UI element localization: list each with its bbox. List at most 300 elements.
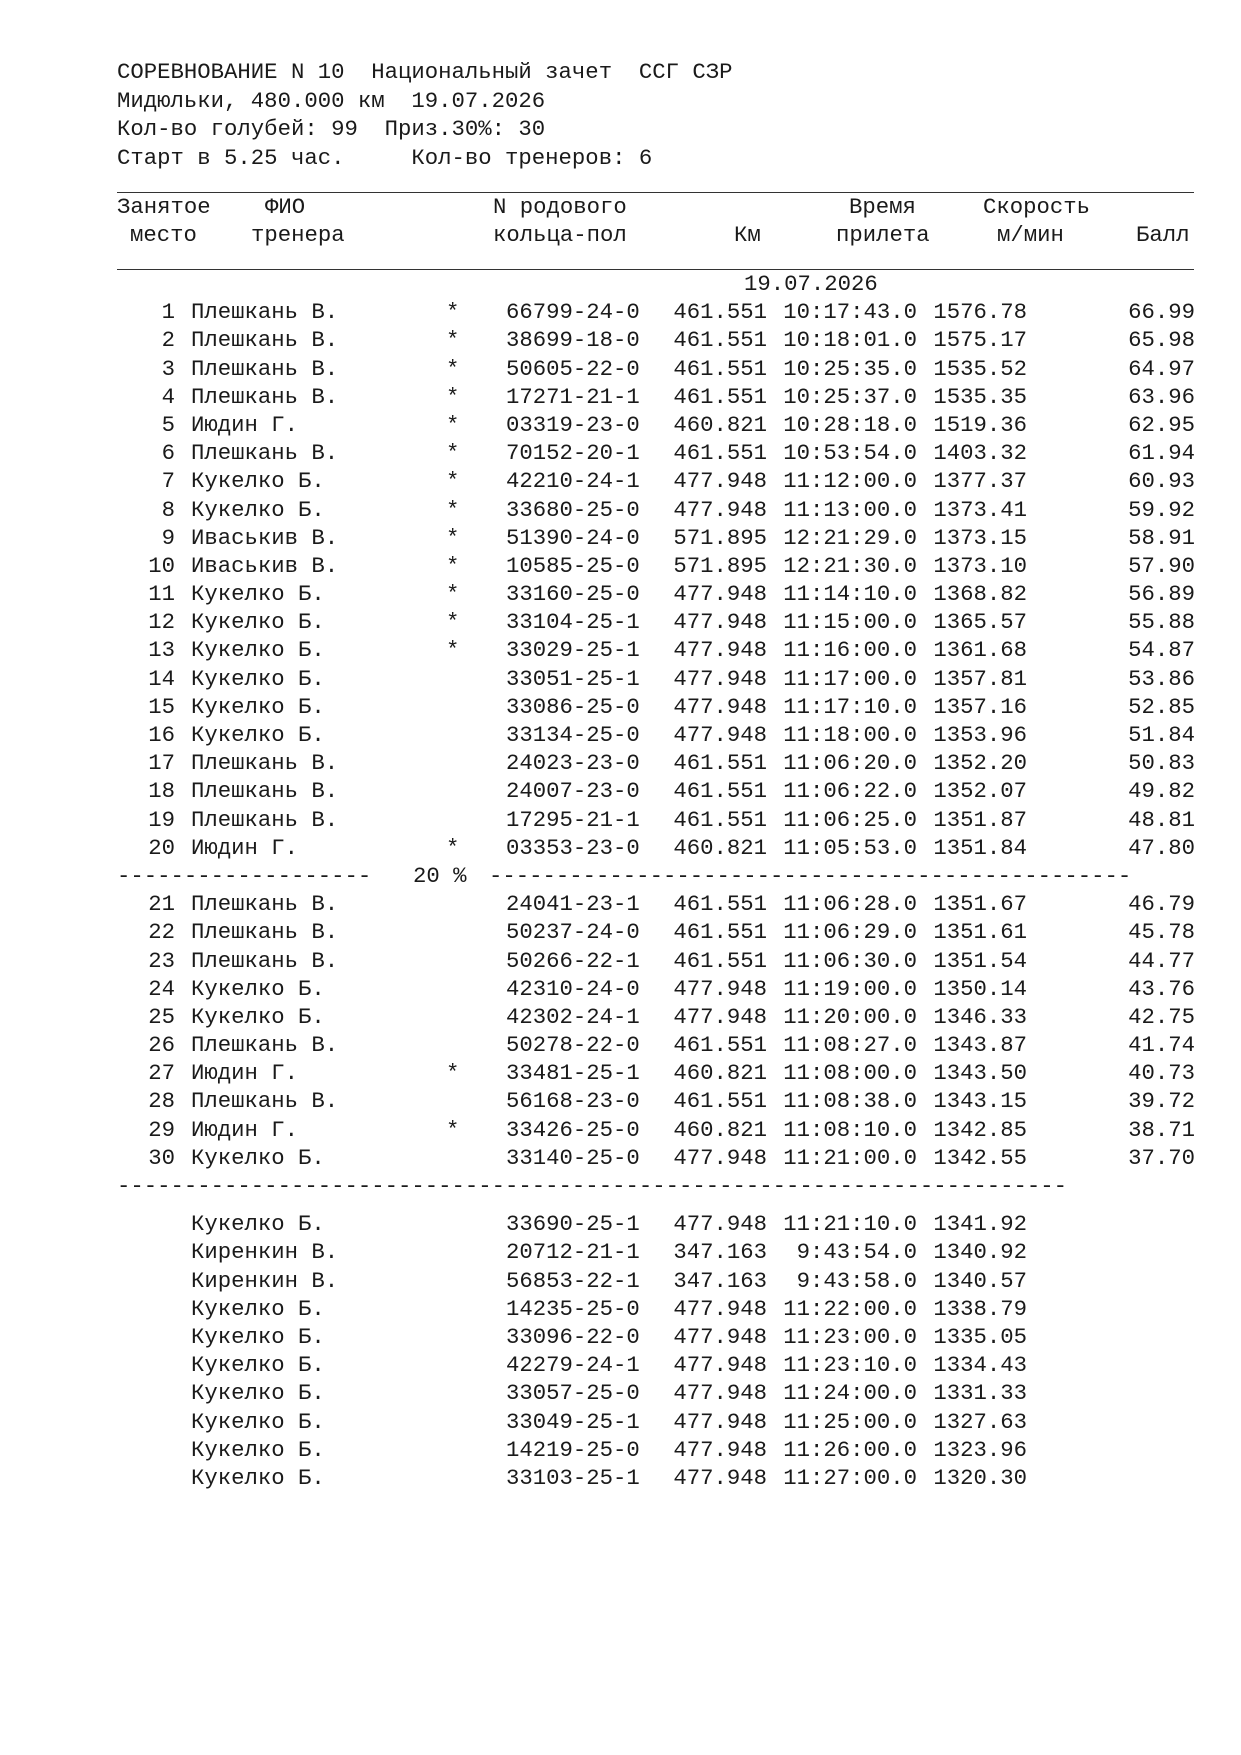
row-trainer-name: Кукелко Б. [191,975,325,1002]
row-score: 49.82 [1128,778,1195,805]
row-place: 6 [161,440,175,467]
row-ring-number: 33096-22-0 [506,1323,640,1350]
row-ring-number: 03319-23-0 [506,411,640,438]
row-distance-km: 477.948 [673,1436,767,1463]
table-row [117,552,1197,580]
row-trainer-name: Июдин Г. [191,1116,299,1143]
separator-prize-end [117,1172,1194,1200]
row-place: 16 [148,722,175,748]
row-place: 23 [148,947,175,974]
col-score: Балл [1136,222,1190,248]
row-score: 51.84 [1128,722,1195,748]
row-arrival-time: 11:19:00.0 [783,975,917,1002]
row-trainer-name: Кукелко Б. [191,496,325,523]
row-ring-number: 56853-22-1 [506,1267,640,1294]
table-row [117,1464,1197,1492]
row-distance-km: 347.163 [673,1267,767,1294]
row-place: 18 [148,778,175,805]
row-arrival-time: 11:24:00.0 [783,1380,917,1407]
row-place: 4 [161,383,175,410]
row-place: 26 [148,1032,175,1059]
table-row [117,777,1197,805]
pigeon-count: Кол-во голубей: 99 Приз.30%: 30 [117,116,546,142]
row-speed: 1340.92 [933,1239,1027,1266]
row-ring-number: 42210-24-1 [506,468,640,495]
table-row [117,298,1197,326]
row-ring-number: 24023-23-0 [506,750,640,777]
row-score: 55.88 [1128,609,1195,636]
row-distance-km: 461.551 [673,891,767,918]
row-ring-number: 42310-24-0 [506,975,640,1002]
row-speed: 1535.52 [933,355,1027,382]
row-speed: 1346.33 [933,1003,1027,1030]
row-distance-km: 461.551 [673,383,767,410]
row-star-mark: * [446,468,460,495]
row-speed: 1357.16 [933,693,1027,720]
row-speed: 1357.81 [933,665,1027,692]
row-trainer-name: Плешкань В. [191,806,339,833]
row-arrival-time: 12:21:30.0 [783,552,917,579]
row-ring-number: 66799-24-0 [506,299,640,326]
row-distance-km: 461.551 [673,1088,767,1115]
row-score: 37.70 [1128,1144,1195,1171]
table-row [117,355,1197,383]
row-speed: 1334.43 [933,1352,1027,1379]
table-row [117,1295,1197,1323]
row-arrival-time: 10:18:01.0 [783,327,917,354]
row-speed: 1343.87 [933,1032,1027,1059]
table-row [117,1144,1197,1172]
row-ring-number: 24041-23-1 [506,891,640,918]
row-score: 43.76 [1128,975,1195,1002]
row-ring-number: 33057-25-0 [506,1380,640,1407]
date-row [117,270,1197,298]
row-distance-km: 477.948 [673,609,767,636]
row-distance-km: 477.948 [673,665,767,692]
row-distance-km: 477.948 [673,637,767,664]
row-star-mark: * [446,581,460,608]
row-distance-km: 461.551 [673,440,767,467]
row-ring-number: 33103-25-1 [506,1464,640,1491]
competition-title: СОРЕВНОВАНИЕ N 10 Национальный зачет ССГ СЗР [117,59,733,85]
row-ring-number: 38699-18-0 [506,327,640,354]
row-score: 57.90 [1128,552,1195,579]
col-km: Км [734,222,761,248]
table-row [117,1379,1197,1407]
row-arrival-time: 11:08:00.0 [783,1060,917,1087]
table-row [117,1059,1197,1087]
row-star-mark: * [446,1116,460,1143]
row-ring-number: 50266-22-1 [506,947,640,974]
row-ring-number: 33140-25-0 [506,1144,640,1171]
row-speed: 1373.41 [933,496,1027,523]
row-ring-number: 33051-25-1 [506,665,640,692]
row-trainer-name: Плешкань В. [191,919,339,946]
row-trainer-name: Кукелко Б. [191,1408,325,1435]
row-distance-km: 477.948 [673,1352,767,1379]
row-trainer-name: Плешкань В. [191,947,339,974]
row-arrival-time: 11:27:00.0 [783,1464,917,1491]
row-score: 65.98 [1128,327,1195,354]
row-score: 60.93 [1128,468,1195,495]
row-place: 5 [161,411,175,438]
row-speed: 1576.78 [933,299,1027,326]
table-row [117,918,1197,946]
table-row [117,975,1197,1003]
row-arrival-time: 11:23:10.0 [783,1352,917,1379]
row-arrival-time: 11:23:00.0 [783,1323,917,1350]
row-place: 19 [148,806,175,833]
row-speed: 1361.68 [933,637,1027,664]
row-ring-number: 42302-24-1 [506,1003,640,1030]
row-distance-km: 477.948 [673,496,767,523]
row-distance-km: 461.551 [673,806,767,833]
row-star-mark: * [446,637,460,664]
row-speed: 1342.85 [933,1116,1027,1143]
row-distance-km: 477.948 [673,693,767,720]
row-distance-km: 461.551 [673,778,767,805]
row-ring-number: 17271-21-1 [506,383,640,410]
table-row [117,467,1197,495]
table-row [117,608,1197,636]
table-row [117,580,1197,608]
row-place: 29 [148,1116,175,1143]
row-score: 66.99 [1128,299,1195,326]
table-row [117,411,1197,439]
table-row [117,1087,1197,1115]
table-row [117,806,1197,834]
row-arrival-time: 11:13:00.0 [783,496,917,523]
row-trainer-name: Июдин Г. [191,1060,299,1087]
row-star-mark: * [446,440,460,467]
row-place: 11 [148,581,175,608]
row-trainer-name: Плешкань В. [191,440,339,467]
row-score: 53.86 [1128,665,1195,692]
row-trainer-name: Плешкань В. [191,750,339,777]
table-row [117,693,1197,721]
row-arrival-time: 11:06:22.0 [783,778,917,805]
row-speed: 1351.84 [933,834,1027,861]
row-distance-km: 477.948 [673,1408,767,1435]
row-arrival-time: 11:25:00.0 [783,1408,917,1435]
row-trainer-name: Кукелко Б. [191,1464,325,1491]
row-score: 46.79 [1128,891,1195,918]
row-score: 44.77 [1128,947,1195,974]
row-score: 64.97 [1128,355,1195,382]
row-place: 13 [148,637,175,664]
row-arrival-time: 9:43:54.0 [796,1239,917,1266]
row-arrival-time: 9:43:58.0 [796,1267,917,1294]
row-place: 20 [148,834,175,861]
row-star-mark: * [446,299,460,326]
row-trainer-name: Плешкань В. [191,299,339,326]
row-score: 54.87 [1128,637,1195,664]
row-speed: 1327.63 [933,1408,1027,1435]
row-speed: 1341.92 [933,1211,1027,1238]
row-place: 25 [148,1003,175,1030]
row-place: 1 [161,299,175,326]
row-arrival-time: 11:06:30.0 [783,947,917,974]
race-date: 19.07.2026 [744,271,878,297]
row-speed: 1343.50 [933,1060,1027,1087]
row-trainer-name: Плешкань В. [191,1088,339,1115]
row-ring-number: 50278-22-0 [506,1032,640,1059]
row-trainer-name: Иваськив В. [191,524,339,551]
row-trainer-name: Плешкань В. [191,891,339,918]
row-ring-number: 17295-21-1 [506,806,640,833]
table-row [117,439,1197,467]
col-name-top: ФИО [265,194,306,220]
table-row [117,383,1197,411]
row-star-mark: * [446,496,460,523]
row-trainer-name: Киренкин В. [191,1239,339,1266]
row-speed: 1338.79 [933,1295,1027,1322]
table-row [117,834,1197,862]
row-place: 15 [148,693,175,720]
row-ring-number: 33134-25-0 [506,722,640,748]
row-trainer-name: Июдин Г. [191,834,299,861]
row-distance-km: 477.948 [673,722,767,748]
row-speed: 1351.54 [933,947,1027,974]
row-ring-number: 24007-23-0 [506,778,640,805]
row-arrival-time: 11:18:00.0 [783,722,917,748]
col-ring-bottom: кольца-пол [493,222,627,248]
row-score: 52.85 [1128,693,1195,720]
row-distance-km: 461.551 [673,299,767,326]
table-row [117,1116,1197,1144]
row-arrival-time: 11:06:25.0 [783,806,917,833]
row-speed: 1352.20 [933,750,1027,777]
row-star-mark: * [446,1060,460,1087]
row-star-mark: * [446,327,460,354]
row-arrival-time: 11:16:00.0 [783,637,917,664]
row-distance-km: 477.948 [673,1323,767,1350]
separator-20-percent [117,862,1194,890]
row-arrival-time: 11:22:00.0 [783,1295,917,1322]
row-trainer-name: Плешкань В. [191,355,339,382]
table-row [117,636,1197,664]
row-speed: 1352.07 [933,778,1027,805]
row-speed: 1368.82 [933,581,1027,608]
table-row [117,947,1197,975]
row-speed: 1365.57 [933,609,1027,636]
row-speed: 1519.36 [933,411,1027,438]
row-place: 24 [148,975,175,1002]
separator-right-dashes: ------------------------------------------------ [489,862,1132,889]
col-place-top: Занятое [117,194,211,220]
col-time-bottom: прилета [836,222,930,248]
row-trainer-name: Июдин Г. [191,411,299,438]
row-arrival-time: 11:12:00.0 [783,468,917,495]
row-star-mark: * [446,552,460,579]
row-speed: 1351.67 [933,891,1027,918]
row-distance-km: 477.948 [673,1211,767,1238]
row-score: 42.75 [1128,1003,1195,1030]
row-ring-number: 33086-25-0 [506,693,640,720]
col-place-bottom: место [130,222,197,248]
row-star-mark: * [446,383,460,410]
row-place: 8 [161,496,175,523]
row-arrival-time: 10:25:35.0 [783,355,917,382]
row-ring-number: 14219-25-0 [506,1436,640,1463]
row-speed: 1320.30 [933,1464,1027,1491]
row-distance-km: 347.163 [673,1239,767,1266]
col-speed-bottom: м/мин [997,222,1064,248]
row-score: 39.72 [1128,1088,1195,1115]
row-ring-number: 03353-23-0 [506,834,640,861]
table-row [117,1267,1197,1295]
row-ring-number: 33690-25-1 [506,1211,640,1238]
row-speed: 1343.15 [933,1088,1027,1115]
row-ring-number: 33049-25-1 [506,1408,640,1435]
row-place: 28 [148,1088,175,1115]
race-location-date: Мидюльки, 480.000 км 19.07.2026 [117,87,546,114]
row-arrival-time: 10:28:18.0 [783,411,917,438]
row-speed: 1351.87 [933,806,1027,833]
row-arrival-time: 11:06:29.0 [783,919,917,946]
row-distance-km: 460.821 [673,1060,767,1087]
row-distance-km: 461.551 [673,327,767,354]
row-speed: 1342.55 [933,1144,1027,1171]
row-place: 10 [148,552,175,579]
row-ring-number: 33104-25-1 [506,609,640,636]
row-score: 41.74 [1128,1032,1195,1059]
row-trainer-name: Кукелко Б. [191,665,325,692]
table-row [117,1323,1197,1351]
row-score: 59.92 [1128,496,1195,523]
row-place: 21 [148,891,175,918]
row-speed: 1323.96 [933,1436,1027,1463]
column-headers [117,193,1197,249]
row-speed: 1350.14 [933,975,1027,1002]
row-arrival-time: 12:21:29.0 [783,524,917,551]
row-star-mark: * [446,355,460,382]
row-distance-km: 477.948 [673,581,767,608]
row-arrival-time: 11:06:28.0 [783,891,917,918]
row-ring-number: 56168-23-0 [506,1088,640,1115]
row-distance-km: 477.948 [673,1380,767,1407]
col-time-top: Время [849,194,916,220]
row-score: 40.73 [1128,1060,1195,1087]
row-place: 12 [148,609,175,636]
row-trainer-name: Кукелко Б. [191,581,325,608]
row-speed: 1373.10 [933,552,1027,579]
start-info: Старт в 5.25 час. Кол-во тренеров: 6 [117,144,653,171]
row-distance-km: 461.551 [673,1032,767,1059]
row-arrival-time: 11:08:27.0 [783,1032,917,1059]
row-arrival-time: 11:17:00.0 [783,665,917,692]
row-score: 50.83 [1128,750,1195,777]
row-ring-number: 20712-21-1 [506,1239,640,1266]
table-row [117,326,1197,354]
col-name-bottom: тренера [251,222,345,248]
table-row [117,1351,1197,1379]
row-trainer-name: Киренкин В. [191,1267,339,1294]
row-distance-km: 477.948 [673,975,767,1002]
row-ring-number: 33481-25-1 [506,1060,640,1087]
row-arrival-time: 10:25:37.0 [783,383,917,410]
row-distance-km: 461.551 [673,750,767,777]
row-place: 3 [161,355,175,382]
row-score: 62.95 [1128,411,1195,438]
row-distance-km: 477.948 [673,468,767,495]
row-ring-number: 33160-25-0 [506,581,640,608]
row-distance-km: 461.551 [673,919,767,946]
results-table-21-30 [117,890,1197,1172]
row-arrival-time: 11:26:00.0 [783,1436,917,1463]
row-arrival-time: 10:53:54.0 [783,440,917,467]
row-arrival-time: 11:15:00.0 [783,609,917,636]
row-speed: 1575.17 [933,327,1027,354]
row-score: 61.94 [1128,440,1195,467]
row-trainer-name: Кукелко Б. [191,1144,325,1171]
row-star-mark: * [446,834,460,861]
results-document [117,58,1197,1492]
row-arrival-time: 10:17:43.0 [783,299,917,326]
row-arrival-time: 11:20:00.0 [783,1003,917,1030]
row-trainer-name: Кукелко Б. [191,693,325,720]
row-score: 58.91 [1128,524,1195,551]
row-score: 38.71 [1128,1116,1195,1143]
row-speed: 1373.15 [933,524,1027,551]
row-trainer-name: Кукелко Б. [191,1003,325,1030]
row-speed: 1351.61 [933,919,1027,946]
results-table-top20 [117,298,1197,862]
row-arrival-time: 11:21:10.0 [783,1211,917,1238]
row-trainer-name: Кукелко Б. [191,1436,325,1463]
row-ring-number: 10585-25-0 [506,552,640,579]
row-star-mark: * [446,411,460,438]
row-place: 17 [148,750,175,777]
row-trainer-name: Плешкань В. [191,327,339,354]
table-row [117,1003,1197,1031]
row-trainer-name: Кукелко Б. [191,1211,325,1238]
table-row [117,1031,1197,1059]
row-arrival-time: 11:17:10.0 [783,693,917,720]
row-ring-number: 33426-25-0 [506,1116,640,1143]
row-place: 27 [148,1060,175,1087]
row-arrival-time: 11:21:00.0 [783,1144,917,1171]
row-ring-number: 14235-25-0 [506,1295,640,1322]
row-arrival-time: 11:08:10.0 [783,1116,917,1143]
row-ring-number: 42279-24-1 [506,1352,640,1379]
row-speed: 1331.33 [933,1380,1027,1407]
table-row [117,749,1197,777]
row-place: 30 [148,1144,175,1171]
row-score: 48.81 [1128,806,1195,833]
row-trainer-name: Кукелко Б. [191,1380,325,1407]
row-arrival-time: 11:14:10.0 [783,581,917,608]
results-table-non-prize [117,1210,1197,1492]
row-ring-number: 50605-22-0 [506,355,640,382]
row-distance-km: 477.948 [673,1464,767,1491]
row-place: 7 [161,468,175,495]
row-speed: 1535.35 [933,383,1027,410]
row-trainer-name: Кукелко Б. [191,1295,325,1322]
row-trainer-name: Кукелко Б. [191,468,325,495]
row-distance-km: 477.948 [673,1003,767,1030]
table-row [117,1210,1197,1238]
col-speed-top: Скорость [983,194,1091,220]
col-ring-top: N родового [493,194,627,220]
row-distance-km: 571.895 [673,524,767,551]
table-row [117,665,1197,693]
row-trainer-name: Кукелко Б. [191,1352,325,1379]
row-trainer-name: Кукелко Б. [191,637,325,664]
row-ring-number: 50237-24-0 [506,919,640,946]
separator-left-dashes: ------------------- [117,862,372,889]
row-arrival-time: 11:08:38.0 [783,1088,917,1115]
